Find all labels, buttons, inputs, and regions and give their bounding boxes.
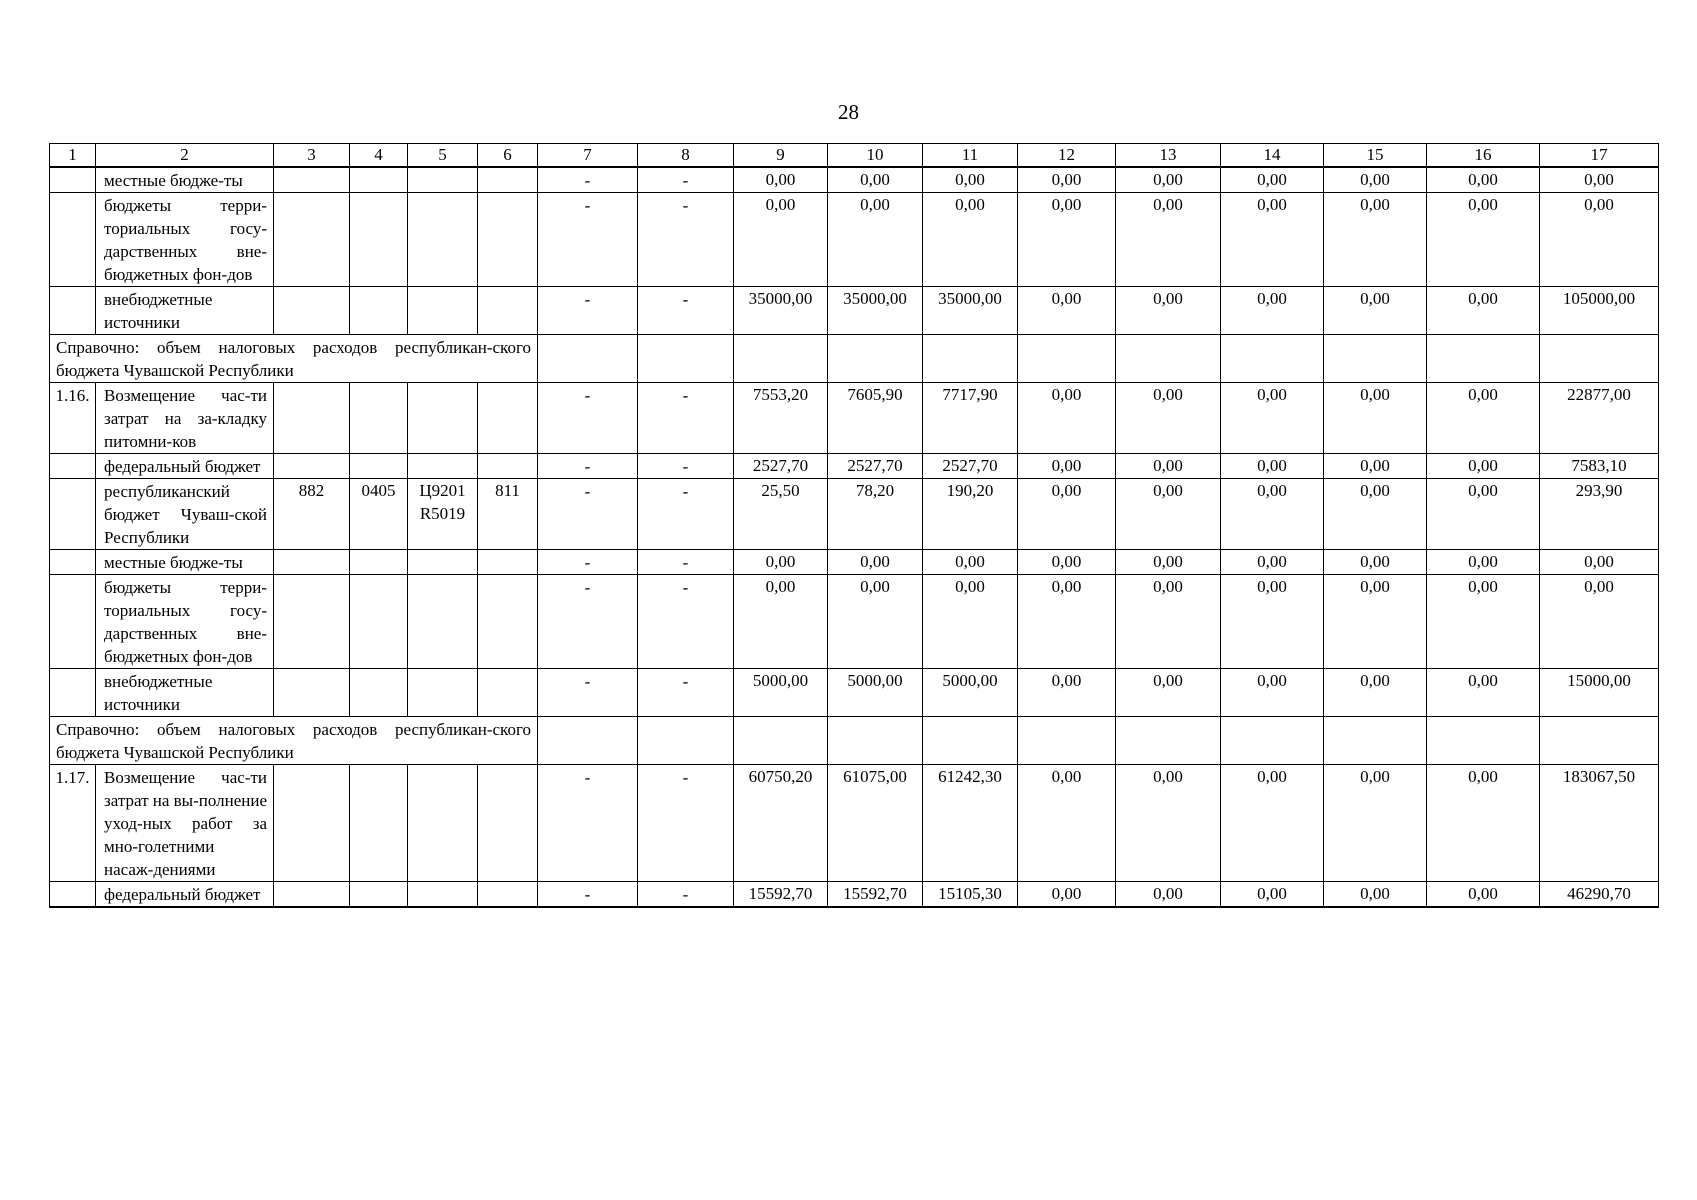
value-cell: 0,00 bbox=[1221, 287, 1324, 335]
empty-cell bbox=[923, 717, 1018, 765]
value-cell: 0,00 bbox=[1018, 193, 1116, 287]
value-cell: 0,00 bbox=[1324, 383, 1427, 454]
empty-cell bbox=[734, 335, 828, 383]
value-cell: 0,00 bbox=[1324, 575, 1427, 669]
value-cell: 0,00 bbox=[1221, 383, 1324, 454]
code-cell-c5 bbox=[408, 669, 478, 717]
item-number bbox=[50, 479, 96, 550]
column-header: 7 bbox=[538, 144, 638, 168]
code-cell-c5 bbox=[408, 454, 478, 479]
value-cell: 35000,00 bbox=[734, 287, 828, 335]
value-cell: 78,20 bbox=[828, 479, 923, 550]
code-cell-c5 bbox=[408, 575, 478, 669]
item-number: 1.16. bbox=[50, 383, 96, 454]
budget-table bbox=[49, 143, 1659, 908]
value-cell: 0,00 bbox=[1116, 287, 1221, 335]
code-cell-c3 bbox=[274, 193, 350, 287]
empty-cell bbox=[1324, 717, 1427, 765]
value-cell: 0,00 bbox=[1221, 479, 1324, 550]
reference-row bbox=[50, 335, 1659, 383]
value-cell: 0,00 bbox=[1221, 882, 1324, 908]
value-cell: 22877,00 bbox=[1540, 383, 1659, 454]
row-name: республиканский бюджет Чуваш-ской Республики bbox=[96, 479, 274, 550]
value-cell: 0,00 bbox=[1324, 479, 1427, 550]
value-cell: 0,00 bbox=[1116, 167, 1221, 193]
value-cell: 0,00 bbox=[1221, 669, 1324, 717]
column-header: 5 bbox=[408, 144, 478, 168]
funding-source-row bbox=[50, 550, 1659, 575]
empty-cell bbox=[1221, 717, 1324, 765]
column-header: 6 bbox=[478, 144, 538, 168]
row-name: бюджеты терри-ториальных госу-дарственных вне-бюджетных фон-дов bbox=[96, 193, 274, 287]
value-cell: 0,00 bbox=[1427, 550, 1540, 575]
code-cell-c8: - bbox=[638, 575, 734, 669]
code-cell-c8: - bbox=[638, 383, 734, 454]
code-cell-c6 bbox=[478, 167, 538, 193]
value-cell: 0,00 bbox=[923, 550, 1018, 575]
row-name: внебюджетные источники bbox=[96, 669, 274, 717]
empty-cell bbox=[638, 717, 734, 765]
value-cell: 0,00 bbox=[828, 575, 923, 669]
table-body bbox=[50, 144, 1659, 908]
value-cell: 0,00 bbox=[1427, 287, 1540, 335]
empty-cell bbox=[1540, 335, 1659, 383]
reference-row bbox=[50, 717, 1659, 765]
column-header: 16 bbox=[1427, 144, 1540, 168]
empty-cell bbox=[1427, 335, 1540, 383]
value-cell: 0,00 bbox=[1116, 550, 1221, 575]
value-cell: 0,00 bbox=[923, 167, 1018, 193]
row-name: местные бюдже-ты bbox=[96, 167, 274, 193]
value-cell: 0,00 bbox=[1324, 193, 1427, 287]
code-cell-c3 bbox=[274, 383, 350, 454]
value-cell: 0,00 bbox=[1116, 882, 1221, 908]
empty-cell bbox=[538, 717, 638, 765]
empty-cell bbox=[734, 717, 828, 765]
measure-row bbox=[50, 765, 1659, 882]
value-cell: 0,00 bbox=[1427, 383, 1540, 454]
code-cell-c3 bbox=[274, 575, 350, 669]
value-cell: 0,00 bbox=[1221, 167, 1324, 193]
item-number bbox=[50, 454, 96, 479]
code-cell-c3: 882 bbox=[274, 479, 350, 550]
code-cell-c3 bbox=[274, 669, 350, 717]
value-cell: 0,00 bbox=[828, 193, 923, 287]
code-cell-c6: 811 bbox=[478, 479, 538, 550]
code-cell-c7: - bbox=[538, 882, 638, 908]
column-header: 10 bbox=[828, 144, 923, 168]
value-cell: 0,00 bbox=[1116, 454, 1221, 479]
row-name: федеральный бюджет bbox=[96, 454, 274, 479]
column-header: 15 bbox=[1324, 144, 1427, 168]
value-cell: 61075,00 bbox=[828, 765, 923, 882]
code-cell-c8: - bbox=[638, 193, 734, 287]
code-cell-c7: - bbox=[538, 479, 638, 550]
value-cell: 5000,00 bbox=[828, 669, 923, 717]
value-cell: 0,00 bbox=[734, 167, 828, 193]
value-cell: 190,20 bbox=[923, 479, 1018, 550]
code-cell-c6 bbox=[478, 287, 538, 335]
value-cell: 183067,50 bbox=[1540, 765, 1659, 882]
funding-source-row bbox=[50, 454, 1659, 479]
value-cell: 0,00 bbox=[1540, 167, 1659, 193]
empty-cell bbox=[1018, 717, 1116, 765]
code-cell-c4 bbox=[350, 383, 408, 454]
item-number: 1.17. bbox=[50, 765, 96, 882]
empty-cell bbox=[923, 335, 1018, 383]
value-cell: 0,00 bbox=[1018, 287, 1116, 335]
column-header: 4 bbox=[350, 144, 408, 168]
code-cell-c8: - bbox=[638, 765, 734, 882]
value-cell: 0,00 bbox=[1324, 550, 1427, 575]
code-cell-c8: - bbox=[638, 479, 734, 550]
value-cell: 5000,00 bbox=[734, 669, 828, 717]
value-cell: 35000,00 bbox=[923, 287, 1018, 335]
funding-source-row bbox=[50, 479, 1659, 550]
row-name: внебюджетные источники bbox=[96, 287, 274, 335]
code-cell-c4 bbox=[350, 454, 408, 479]
value-cell: 0,00 bbox=[1427, 669, 1540, 717]
item-number bbox=[50, 882, 96, 908]
code-cell-c4 bbox=[350, 575, 408, 669]
code-cell-c3 bbox=[274, 454, 350, 479]
value-cell: 0,00 bbox=[734, 550, 828, 575]
empty-cell bbox=[1221, 335, 1324, 383]
table-header-row bbox=[50, 144, 1659, 168]
value-cell: 0,00 bbox=[1427, 575, 1540, 669]
value-cell: 0,00 bbox=[1427, 882, 1540, 908]
value-cell: 0,00 bbox=[1018, 765, 1116, 882]
value-cell: 0,00 bbox=[1221, 575, 1324, 669]
value-cell: 7553,20 bbox=[734, 383, 828, 454]
value-cell: 15592,70 bbox=[734, 882, 828, 908]
value-cell: 293,90 bbox=[1540, 479, 1659, 550]
code-cell-c5 bbox=[408, 882, 478, 908]
empty-cell bbox=[1324, 335, 1427, 383]
value-cell: 7717,90 bbox=[923, 383, 1018, 454]
empty-cell bbox=[538, 335, 638, 383]
column-header: 14 bbox=[1221, 144, 1324, 168]
column-header: 11 bbox=[923, 144, 1018, 168]
value-cell: 0,00 bbox=[1018, 575, 1116, 669]
code-cell-c6 bbox=[478, 383, 538, 454]
code-cell-c8: - bbox=[638, 454, 734, 479]
funding-source-row bbox=[50, 882, 1659, 908]
value-cell: 105000,00 bbox=[1540, 287, 1659, 335]
code-cell-c8: - bbox=[638, 167, 734, 193]
value-cell: 0,00 bbox=[1018, 479, 1116, 550]
row-name: бюджеты терри-ториальных госу-дарственных вне-бюджетных фон-дов bbox=[96, 575, 274, 669]
value-cell: 0,00 bbox=[1018, 454, 1116, 479]
code-cell-c6 bbox=[478, 550, 538, 575]
code-cell-c7: - bbox=[538, 383, 638, 454]
value-cell: 0,00 bbox=[1018, 383, 1116, 454]
value-cell: 0,00 bbox=[734, 193, 828, 287]
item-number bbox=[50, 669, 96, 717]
item-number bbox=[50, 167, 96, 193]
code-cell-c8: - bbox=[638, 550, 734, 575]
value-cell: 0,00 bbox=[1018, 669, 1116, 717]
code-cell-c7: - bbox=[538, 167, 638, 193]
code-cell-c4 bbox=[350, 167, 408, 193]
value-cell: 0,00 bbox=[1018, 550, 1116, 575]
value-cell: 0,00 bbox=[828, 550, 923, 575]
value-cell: 0,00 bbox=[1116, 479, 1221, 550]
funding-source-row bbox=[50, 669, 1659, 717]
column-header: 1 bbox=[50, 144, 96, 168]
reference-text: Справочно: объем налоговых расходов республикан-ского бюджета Чувашской Республики bbox=[50, 717, 538, 765]
value-cell: 0,00 bbox=[1324, 454, 1427, 479]
value-cell: 15000,00 bbox=[1540, 669, 1659, 717]
code-cell-c4 bbox=[350, 287, 408, 335]
code-cell-c5 bbox=[408, 550, 478, 575]
code-cell-c4: 0405 bbox=[350, 479, 408, 550]
value-cell: 0,00 bbox=[1324, 167, 1427, 193]
column-header: 2 bbox=[96, 144, 274, 168]
code-cell-c4 bbox=[350, 882, 408, 908]
row-name: федеральный бюджет bbox=[96, 882, 274, 908]
value-cell: 0,00 bbox=[1116, 575, 1221, 669]
funding-source-row bbox=[50, 287, 1659, 335]
value-cell: 0,00 bbox=[1116, 765, 1221, 882]
value-cell: 0,00 bbox=[1427, 479, 1540, 550]
code-cell-c5 bbox=[408, 287, 478, 335]
code-cell-c7: - bbox=[538, 193, 638, 287]
value-cell: 0,00 bbox=[1324, 882, 1427, 908]
value-cell: 25,50 bbox=[734, 479, 828, 550]
value-cell: 35000,00 bbox=[828, 287, 923, 335]
funding-source-row bbox=[50, 575, 1659, 669]
empty-cell bbox=[1116, 717, 1221, 765]
code-cell-c3 bbox=[274, 287, 350, 335]
empty-cell bbox=[1116, 335, 1221, 383]
code-cell-c3 bbox=[274, 765, 350, 882]
value-cell: 0,00 bbox=[1221, 765, 1324, 882]
value-cell: 7605,90 bbox=[828, 383, 923, 454]
code-cell-c8: - bbox=[638, 669, 734, 717]
code-cell-c6 bbox=[478, 882, 538, 908]
column-header: 17 bbox=[1540, 144, 1659, 168]
code-cell-c4 bbox=[350, 669, 408, 717]
code-cell-c7: - bbox=[538, 287, 638, 335]
value-cell: 0,00 bbox=[734, 575, 828, 669]
value-cell: 7583,10 bbox=[1540, 454, 1659, 479]
item-number bbox=[50, 575, 96, 669]
empty-cell bbox=[828, 335, 923, 383]
value-cell: 0,00 bbox=[1427, 454, 1540, 479]
value-cell: 0,00 bbox=[1116, 383, 1221, 454]
column-header: 12 bbox=[1018, 144, 1116, 168]
code-cell-c3 bbox=[274, 882, 350, 908]
funding-source-row bbox=[50, 167, 1659, 193]
value-cell: 0,00 bbox=[923, 193, 1018, 287]
code-cell-c6 bbox=[478, 454, 538, 479]
value-cell: 0,00 bbox=[1221, 550, 1324, 575]
value-cell: 0,00 bbox=[923, 575, 1018, 669]
code-cell-c3 bbox=[274, 167, 350, 193]
code-cell-c5 bbox=[408, 765, 478, 882]
column-header: 9 bbox=[734, 144, 828, 168]
code-cell-c7: - bbox=[538, 454, 638, 479]
item-number bbox=[50, 193, 96, 287]
code-cell-c4 bbox=[350, 765, 408, 882]
code-cell-c7: - bbox=[538, 669, 638, 717]
item-number bbox=[50, 287, 96, 335]
value-cell: 0,00 bbox=[1116, 669, 1221, 717]
code-cell-c6 bbox=[478, 193, 538, 287]
value-cell: 0,00 bbox=[1221, 193, 1324, 287]
value-cell: 0,00 bbox=[1427, 167, 1540, 193]
code-cell-c5: Ц9201 R5019 bbox=[408, 479, 478, 550]
value-cell: 0,00 bbox=[1018, 882, 1116, 908]
code-cell-c7: - bbox=[538, 550, 638, 575]
code-cell-c8: - bbox=[638, 287, 734, 335]
value-cell: 0,00 bbox=[1324, 287, 1427, 335]
value-cell: 0,00 bbox=[1221, 454, 1324, 479]
funding-source-row bbox=[50, 193, 1659, 287]
empty-cell bbox=[638, 335, 734, 383]
reference-text: Справочно: объем налоговых расходов республикан-ского бюджета Чувашской Республики bbox=[50, 335, 538, 383]
value-cell: 0,00 bbox=[1324, 765, 1427, 882]
value-cell: 2527,70 bbox=[734, 454, 828, 479]
value-cell: 61242,30 bbox=[923, 765, 1018, 882]
value-cell: 15105,30 bbox=[923, 882, 1018, 908]
value-cell: 0,00 bbox=[1018, 167, 1116, 193]
value-cell: 15592,70 bbox=[828, 882, 923, 908]
value-cell: 0,00 bbox=[1540, 575, 1659, 669]
column-header: 3 bbox=[274, 144, 350, 168]
empty-cell bbox=[1427, 717, 1540, 765]
column-header: 8 bbox=[638, 144, 734, 168]
value-cell: 0,00 bbox=[1540, 193, 1659, 287]
code-cell-c5 bbox=[408, 193, 478, 287]
empty-cell bbox=[1018, 335, 1116, 383]
value-cell: 0,00 bbox=[1427, 193, 1540, 287]
value-cell: 0,00 bbox=[1540, 550, 1659, 575]
measure-row bbox=[50, 383, 1659, 454]
value-cell: 60750,20 bbox=[734, 765, 828, 882]
value-cell: 46290,70 bbox=[1540, 882, 1659, 908]
code-cell-c3 bbox=[274, 550, 350, 575]
code-cell-c5 bbox=[408, 383, 478, 454]
value-cell: 2527,70 bbox=[828, 454, 923, 479]
row-name: местные бюдже-ты bbox=[96, 550, 274, 575]
row-name: Возмещение час-ти затрат на за-кладку питомни-ков bbox=[96, 383, 274, 454]
value-cell: 0,00 bbox=[828, 167, 923, 193]
value-cell: 0,00 bbox=[1427, 765, 1540, 882]
value-cell: 5000,00 bbox=[923, 669, 1018, 717]
empty-cell bbox=[828, 717, 923, 765]
code-cell-c7: - bbox=[538, 575, 638, 669]
code-cell-c6 bbox=[478, 669, 538, 717]
code-cell-c7: - bbox=[538, 765, 638, 882]
code-cell-c6 bbox=[478, 575, 538, 669]
value-cell: 2527,70 bbox=[923, 454, 1018, 479]
code-cell-c5 bbox=[408, 167, 478, 193]
row-name: Возмещение час-ти затрат на вы-полнение уход-ных работ за мно-голетними насаж-дениями bbox=[96, 765, 274, 882]
code-cell-c6 bbox=[478, 765, 538, 882]
page-number: 28 bbox=[838, 100, 859, 124]
code-cell-c4 bbox=[350, 550, 408, 575]
code-cell-c8: - bbox=[638, 882, 734, 908]
item-number bbox=[50, 550, 96, 575]
code-cell-c4 bbox=[350, 193, 408, 287]
value-cell: 0,00 bbox=[1116, 193, 1221, 287]
column-header: 13 bbox=[1116, 144, 1221, 168]
empty-cell bbox=[1540, 717, 1659, 765]
value-cell: 0,00 bbox=[1324, 669, 1427, 717]
